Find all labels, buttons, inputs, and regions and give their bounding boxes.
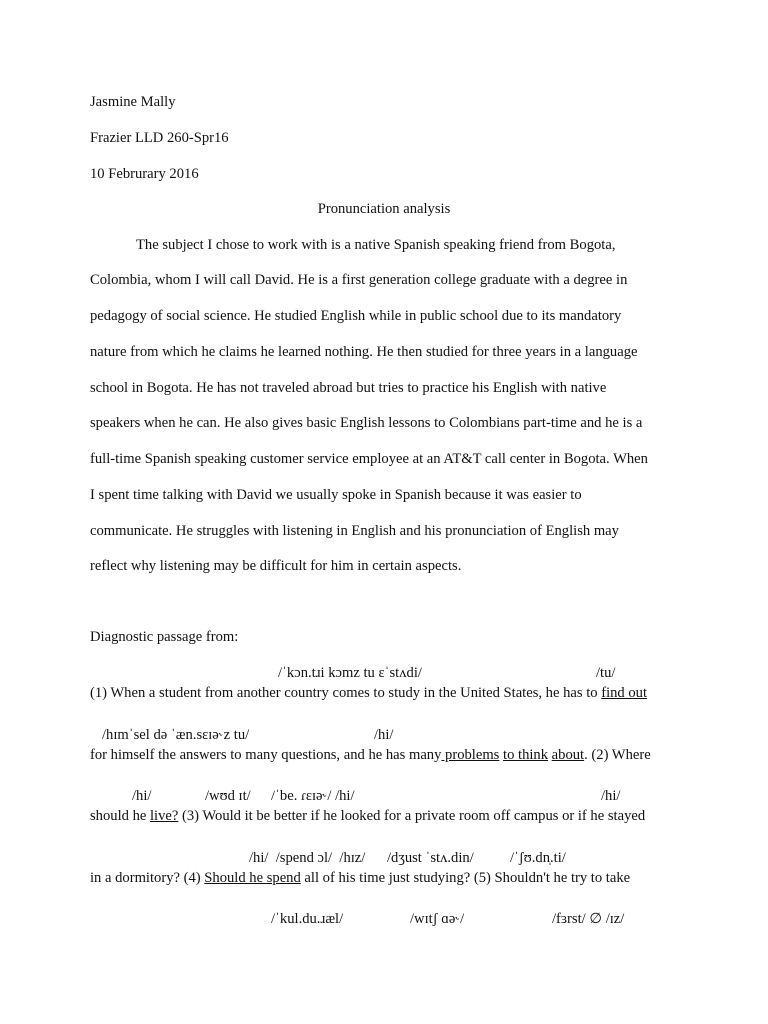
course-line: Frazier LLD 260-Spr16 [90, 130, 229, 146]
paragraph-line: reflect why listening may be difficult for him in certain aspects. [90, 558, 462, 574]
paragraph-line: I spent time talking with David we usually spoke in Spanish because it was easier to [90, 487, 582, 503]
ipa-transcription: /ˈbe. ɾɛɪə˞/ /hi/ [271, 788, 355, 804]
passage-sentence [90, 807, 645, 825]
paragraph-line: speakers when he can. He also gives basic English lessons to Colombians part-time and he is a [90, 415, 643, 431]
underlined-word: problems [441, 747, 500, 763]
paragraph-line: full-time Spanish speaking customer service employee at an AT&T call center in Bogota. When [90, 451, 648, 467]
passage-text: all of his time just studying? (5) Shouldn't he try to take [300, 870, 631, 886]
underlined-word: live? [150, 808, 179, 824]
ipa-transcription: /ˈkɔn.tɹi kɔmz tu ɛˈstʌdi/ [278, 665, 422, 681]
author-name: Jasmine Mally [90, 94, 176, 110]
underlined-word: about [551, 747, 585, 763]
ipa-transcription: /hɪmˈsel də ˈæn.sɛɪə˞z tu/ [102, 727, 250, 743]
paragraph-line: pedagogy of social science. He studied English while in public school due to its mandatory [90, 308, 622, 324]
ipa-transcription: /ˈkul.du.ɹæl/ [271, 911, 344, 927]
ipa-transcription: /tu/ [596, 665, 616, 681]
underlined-word: find out [601, 685, 648, 701]
ipa-transcription: /hi/ /spend ɔl/ /hɪz/ [249, 850, 366, 866]
passage-text: should he [90, 808, 150, 824]
passage-sentence [90, 746, 651, 764]
passage-sentence [90, 684, 647, 702]
ipa-transcription: /dʒust ˈstʌ.din/ [387, 850, 474, 866]
underlined-word: to think [503, 747, 549, 763]
paragraph-line: school in Bogota. He has not traveled abroad but tries to practice his English with native [90, 380, 607, 396]
page-title: Pronunciation analysis [317, 201, 451, 217]
paragraph-line: The subject I chose to work with is a native Spanish speaking friend from Bogota, [136, 237, 616, 253]
underlined-word: Should he spend [204, 870, 301, 886]
passage-text: in a dormitory? (4) [90, 870, 205, 886]
ipa-transcription: /ˈʃʊ.dn̩.ti/ [510, 850, 566, 866]
diagnostic-heading: Diagnostic passage from: [90, 629, 239, 645]
passage-text: . (2) Where [584, 747, 651, 763]
date-line: 10 Februrary 2016 [90, 166, 199, 182]
passage-sentence [90, 869, 630, 887]
ipa-transcription: /fɜrst/ ∅ /ɪz/ [552, 911, 625, 927]
passage-text: (1) When a student from another country comes to study in the United States, he has to [90, 685, 602, 701]
paragraph-line: nature from which he claims he learned nothing. He then studied for three years in a language [90, 344, 638, 360]
passage-text: for himself the answers to many questions, and he has many [90, 747, 442, 763]
paragraph-line: communicate. He struggles with listening in English and his pronunciation of English may [90, 523, 619, 539]
paragraph-line: Colombia, whom I will call David. He is a first generation college graduate with a degree in [90, 272, 628, 288]
ipa-transcription: /hi/ [374, 727, 394, 743]
passage-text: (3) Would it be better if he looked for a private room off campus or if he stayed [178, 808, 646, 824]
ipa-transcription: /hi/ [132, 788, 152, 804]
ipa-transcription: /wɪtʃ ɑə˞/ [410, 911, 465, 927]
ipa-transcription: /wʊd ɪt/ [205, 788, 251, 804]
ipa-transcription: /hi/ [601, 788, 621, 804]
